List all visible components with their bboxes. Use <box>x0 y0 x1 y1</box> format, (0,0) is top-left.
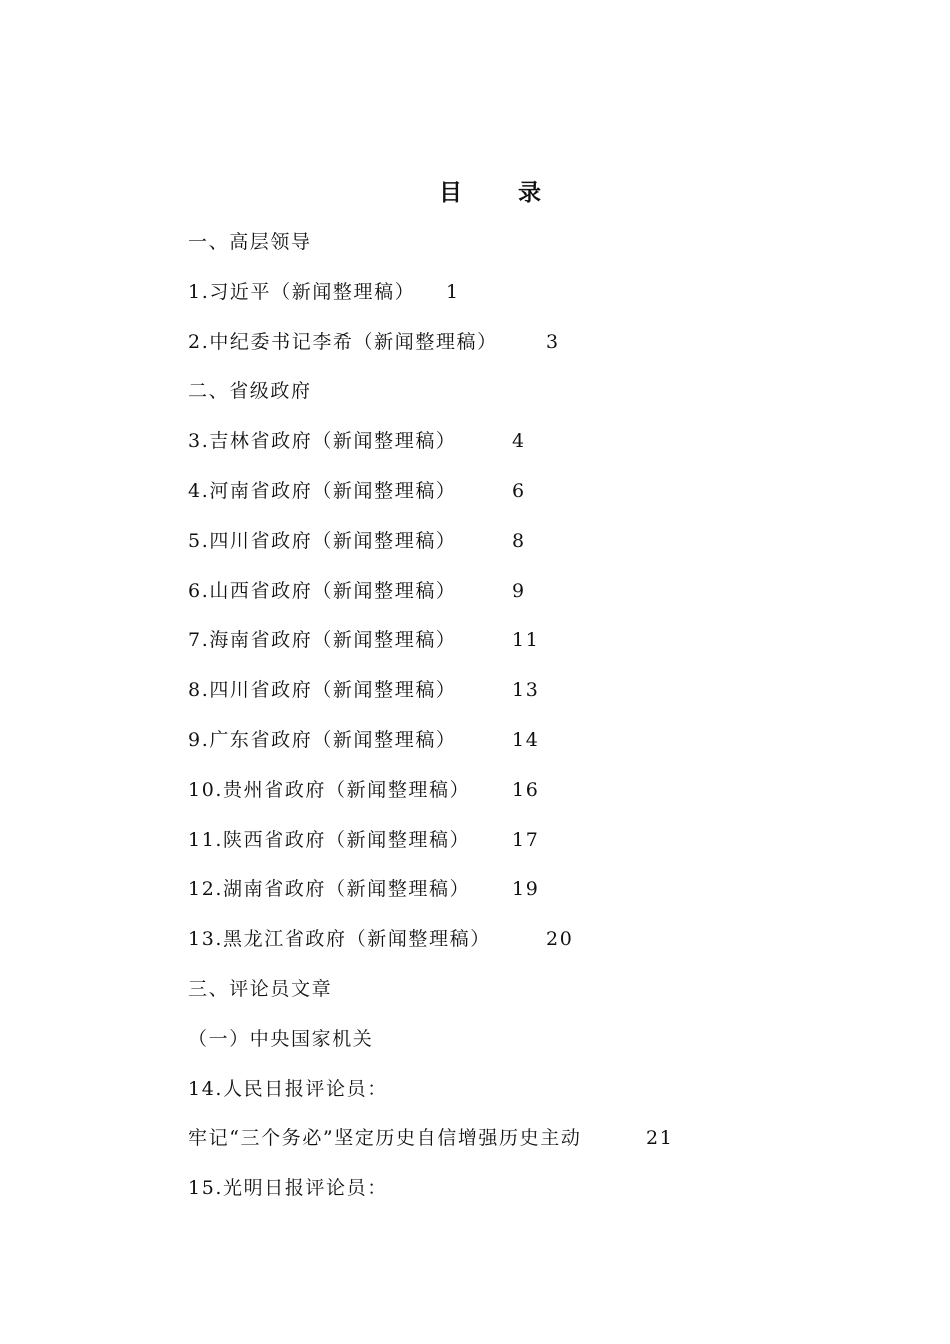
toc-page-number: 16 <box>512 778 540 801</box>
toc-page-number: 14 <box>512 728 540 751</box>
toc-entry-text: 8.四川省政府（新闻整理稿） <box>188 679 457 702</box>
toc-entry[interactable] <box>188 524 888 574</box>
toc-entry[interactable] <box>188 275 888 325</box>
toc-entry-text: 7.海南省政府（新闻整理稿） <box>188 629 457 652</box>
toc-entry-text: 6.山西省政府（新闻整理稿） <box>188 579 457 602</box>
toc-page-number: 6 <box>512 479 526 502</box>
toc-page-number: 17 <box>512 828 540 851</box>
toc-entry-text: 牢记“三个务必”坚定历史自信增强历史主动 <box>188 1127 582 1150</box>
toc-page-number: 20 <box>546 928 574 951</box>
toc-entry[interactable] <box>188 325 888 375</box>
toc-page-number: 1 <box>446 280 460 303</box>
toc-entry <box>188 1171 888 1221</box>
toc-page-number: 3 <box>546 330 560 353</box>
toc-entry-text: 一、高层领导 <box>188 231 312 253</box>
toc-entry-text: 4.河南省政府（新闻整理稿） <box>188 479 457 502</box>
toc-entry-text: 5.四川省政府（新闻整理稿） <box>188 529 457 552</box>
toc-entry-text: 14.人民日报评论员： <box>188 1077 388 1100</box>
toc-page-number: 9 <box>512 579 526 602</box>
toc-entry[interactable] <box>188 574 888 624</box>
toc-page-number: 8 <box>512 529 526 552</box>
toc-page-number: 19 <box>512 878 540 901</box>
toc-entry[interactable] <box>188 673 888 723</box>
toc-entry[interactable] <box>188 623 888 673</box>
toc-entry-text: 二、省级政府 <box>188 380 312 403</box>
toc-entry-text: 10.贵州省政府（新闻整理稿） <box>188 778 471 801</box>
toc-entry[interactable] <box>188 872 888 922</box>
toc-entry-text: 9.广东省政府（新闻整理稿） <box>188 728 457 751</box>
toc-entry[interactable] <box>188 474 888 524</box>
toc-entry <box>188 225 888 275</box>
toc-page-number: 4 <box>512 430 526 453</box>
table-of-contents <box>188 225 888 1221</box>
toc-title: 目 录 <box>438 180 565 206</box>
toc-page-number: 21 <box>646 1127 674 1150</box>
toc-entry <box>188 1072 888 1122</box>
toc-page-number: 11 <box>512 629 540 652</box>
toc-entry-text: 12.湖南省政府（新闻整理稿） <box>188 878 471 901</box>
toc-entry[interactable] <box>188 723 888 773</box>
toc-page-number: 13 <box>512 679 540 702</box>
toc-entry-text: 13.黑龙江省政府（新闻整理稿） <box>188 928 491 951</box>
toc-entry-text: 1.习近平（新闻整理稿） <box>188 280 416 303</box>
toc-entry[interactable] <box>188 424 888 474</box>
toc-entry-text: （一）中央国家机关 <box>188 1027 374 1050</box>
toc-entry <box>188 972 888 1022</box>
toc-entry[interactable] <box>188 1121 888 1171</box>
toc-entry[interactable] <box>188 922 888 972</box>
toc-entry-text: 2.中纪委书记李希（新闻整理稿） <box>188 330 498 353</box>
toc-entry-text: 3.吉林省政府（新闻整理稿） <box>188 430 457 453</box>
toc-entry <box>188 1022 888 1072</box>
toc-entry[interactable] <box>188 773 888 823</box>
toc-entry <box>188 374 888 424</box>
toc-entry-text: 15.光明日报评论员： <box>188 1177 388 1200</box>
toc-entry-text: 三、评论员文章 <box>188 977 333 1000</box>
toc-entry[interactable] <box>188 823 888 873</box>
toc-entry-text: 11.陕西省政府（新闻整理稿） <box>188 828 471 851</box>
